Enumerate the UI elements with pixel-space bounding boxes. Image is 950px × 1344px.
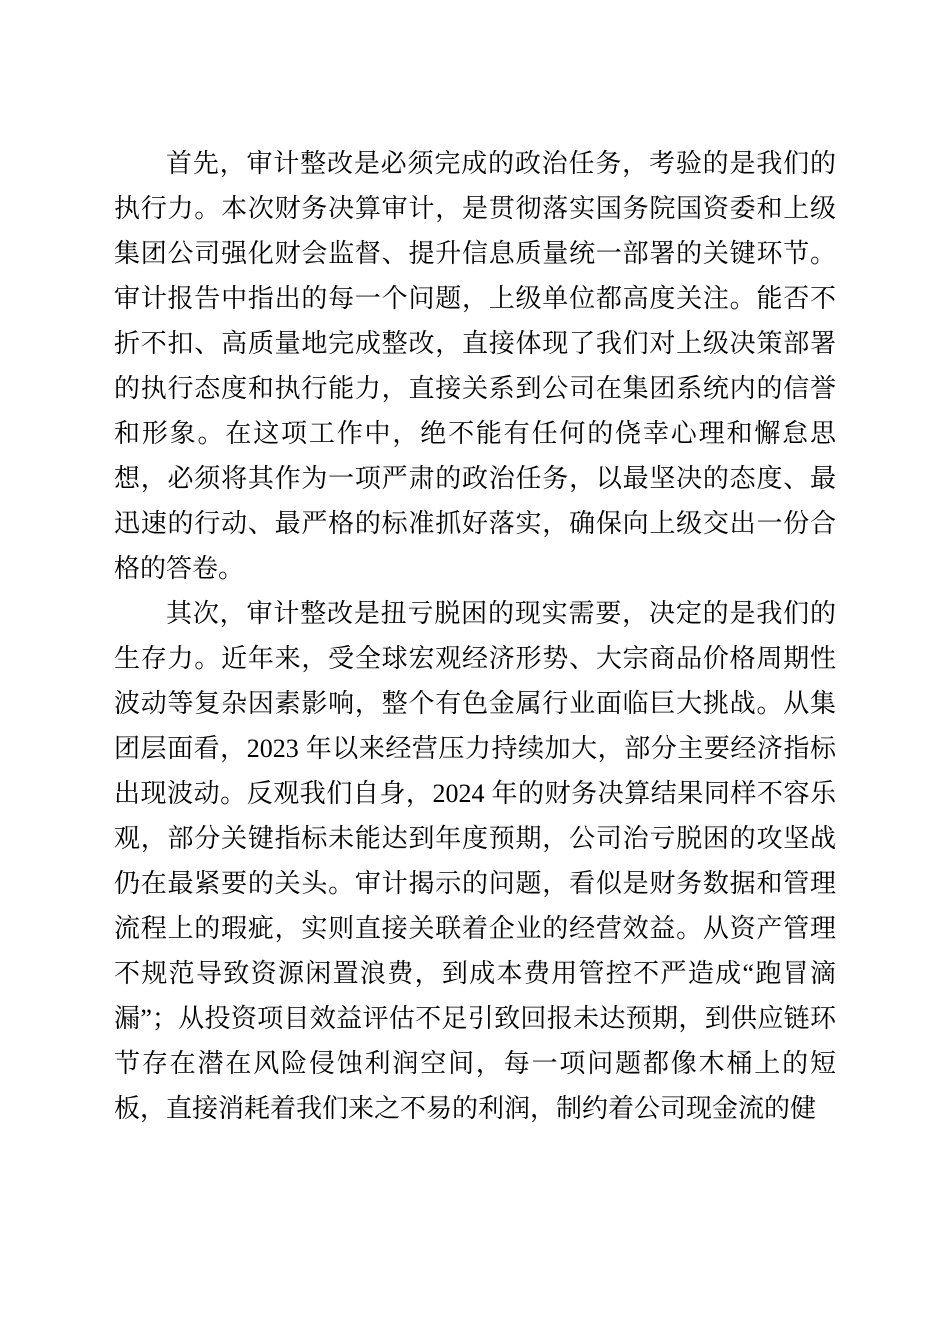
document-body: [114, 141, 836, 1131]
paragraph-political-task: 首先，审计整改是必须完成的政治任务，考验的是我们的执行力。本次财务决算审计，是贯彻落实国务院国资委和上级集团公司强化财会监督、提升信息质量统一部署的关键环节。审计报告中指出的每一个问题，上级单位都高度关注。能否不折不扣、高质量地完成整改，直接体现了我们对上级决策部署的执行态度和执行能力，直接关系到公司在集团系统内的信誉和形象。在这项工作中，绝不能有任何的侥幸心理和懈怠思想，必须将其作为一项严肃的政治任务，以最坚决的态度、最迅速的行动、最严格的标准抓好落实，确保向上级交出一份合格的答卷。: [114, 149, 836, 583]
paragraph-turnaround-need: 其次，审计整改是扭亏脱困的现实需要，决定的是我们的生存力。近年来，受全球宏观经济形势、大宗商品价格周期性波动等复杂因素影响，整个有色金属行业面临巨大挑战。从集团层面看，2023 年以来经营压力持续加大，部分主要经济指标出现波动。反观我们自身，2024 年的财务决算结果同样不容乐观，部分关键指标未能达到年度预期，公司治亏脱困的攻坚战仍在最紧要的关头。审计揭示的问题，看似是财务数据和管理流程上的瑕疵，实则直接关联着企业的经营效益。从资产管理不规范导致资源闲置浪费，到成本费用管控不严造成“跑冒滴漏”；从投资项目效益评估不足引致回报未达预期，到供应链环节存在潜在风险侵蚀利润空间，每一项问题都像木桶上的短板，直接消耗着我们来之不易的利润，制约着公司现金流的健: [114, 599, 836, 1123]
